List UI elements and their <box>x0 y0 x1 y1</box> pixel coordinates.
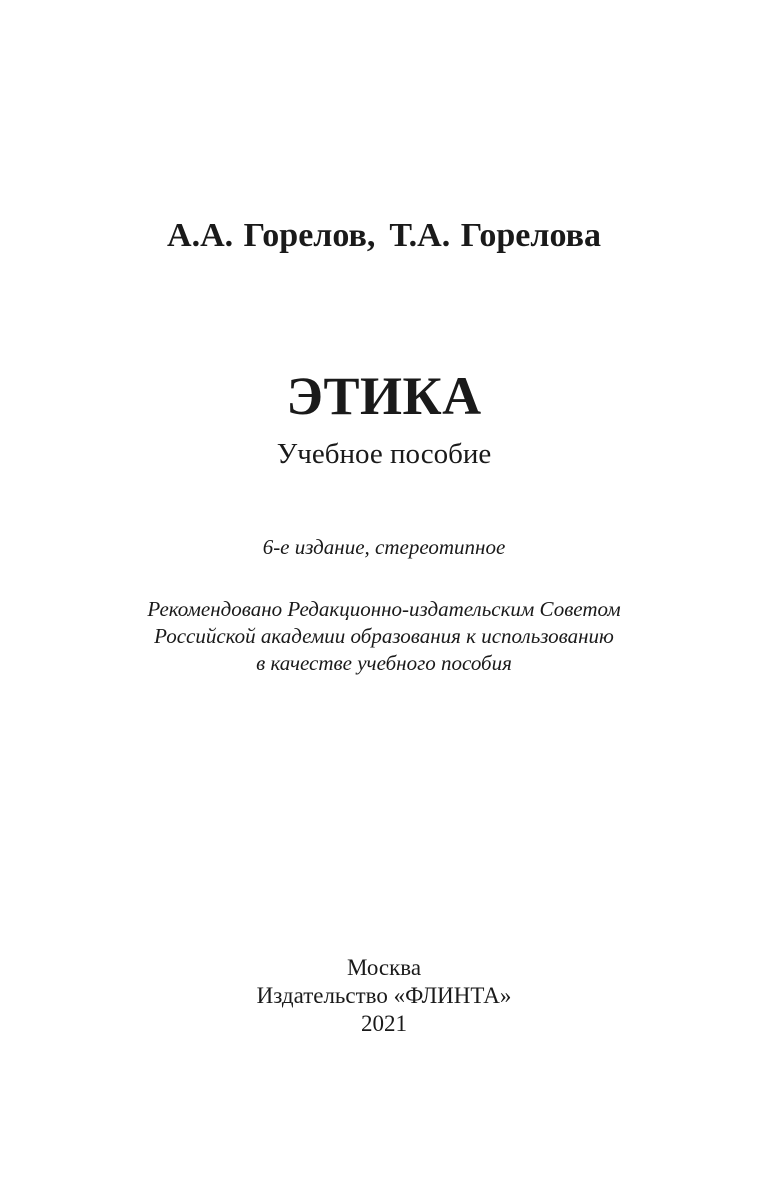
imprint-block <box>0 954 768 1038</box>
imprint-publisher: Издательство «ФЛИНТА» <box>256 983 512 1008</box>
book-subtitle: Учебное пособие <box>276 438 492 470</box>
authors <box>0 214 768 258</box>
imprint-year: 2021 <box>361 1011 407 1036</box>
recommendation-block <box>0 596 768 677</box>
recommendation-line-2: Российской академии образования к использованию <box>154 624 614 648</box>
book-title: ЭТИКА <box>286 366 482 426</box>
edition-note: 6-е издание, стереотипное <box>262 535 506 559</box>
imprint-city: Москва <box>346 955 422 980</box>
recommendation-line-1: Рекомендовано Редакционно-издательским Советом <box>147 597 621 621</box>
author-1: А.А. Горелов, <box>167 217 376 254</box>
author-2: Т.А. Горелова <box>389 217 601 254</box>
recommendation-line-3: в качестве учебного пособия <box>256 651 512 675</box>
